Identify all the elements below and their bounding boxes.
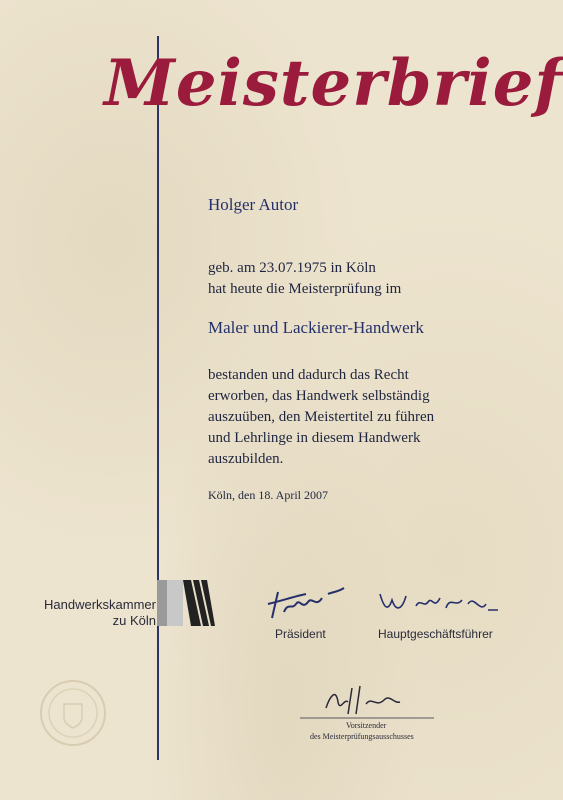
president-label: Präsident: [275, 627, 326, 641]
body-line: bestanden und dadurch das Recht: [208, 367, 409, 383]
embossed-seal-icon: [38, 678, 108, 748]
chamber-line1: Handwerkskammer: [44, 597, 156, 612]
chamber-name: [32, 597, 156, 629]
place-date: Köln, den 18. April 2007: [208, 488, 328, 502]
birth-line: geb. am 23.07.1975 in Köln: [208, 260, 376, 276]
body-line: auszuüben, den Meistertitel zu führen: [208, 409, 435, 425]
committee-label-2: des Meisterprüfungsausschusses: [310, 732, 414, 741]
president-signature-icon: [266, 584, 350, 626]
committee-signature-icon: [296, 678, 436, 722]
certificate-title: Meisterbrief: [104, 46, 563, 121]
holder-name: Holger Autor: [208, 195, 299, 214]
exam-line: hat heute die Meisterprüfung im: [208, 281, 402, 297]
body-line: auszubilden.: [208, 451, 284, 467]
body-line: und Lehrlinge in diesem Handwerk: [208, 430, 421, 446]
manager-label: Hauptgeschäftsführer: [378, 627, 493, 641]
manager-signature-icon: [376, 588, 500, 622]
chamber-line2: zu Köln: [112, 613, 156, 628]
body-line: erworben, das Handwerk selbständig: [208, 388, 430, 404]
committee-label-1: Vorsitzender: [346, 721, 387, 730]
chamber-logo-icon: [157, 580, 215, 626]
trade-name: Maler und Lackierer-Handwerk: [208, 318, 424, 337]
vertical-rule: [157, 36, 159, 760]
